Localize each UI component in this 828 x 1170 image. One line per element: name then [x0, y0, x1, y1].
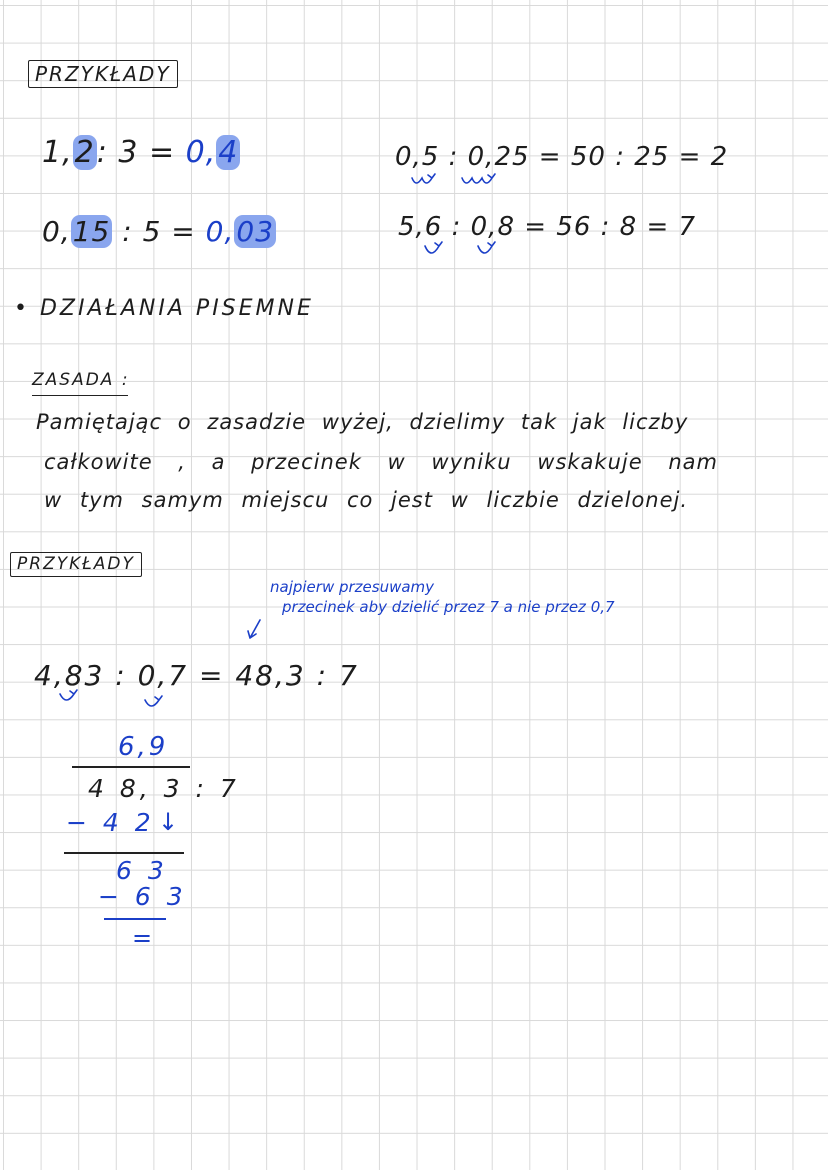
example-2-result-pre: 0,	[205, 215, 235, 248]
example-1-mid: : 3 =	[96, 135, 186, 170]
heading-examples-1: PRZYKŁADY	[28, 60, 178, 88]
rule-line-1: Pamiętając o zasadzie wyżej, dzielimy tak jak liczby	[36, 410, 689, 434]
rule-line-2: całkowite , a przecinek w wyniku wskakuje nam	[44, 450, 718, 474]
example-2-result-highlight: 03	[236, 215, 275, 248]
quotient-line	[72, 766, 190, 768]
subtraction-line-1	[64, 852, 184, 854]
bring-down-arrow: ↓	[158, 808, 179, 836]
example-1-highlight: 2	[74, 135, 95, 170]
division-equation: 4,83 : 0,7 = 48,3 : 7	[34, 659, 359, 692]
division-remainder: 6 3	[116, 856, 168, 885]
example-4: 5,6 : 0,8 = 56 : 8 = 7	[398, 212, 697, 242]
division-quotient: 6,9	[118, 732, 169, 762]
division-subtract-2: − 6 3	[98, 882, 187, 911]
example-1-result-highlight: 4	[218, 135, 239, 170]
example-3: 0,5 : 0,25 = 50 : 25 = 2	[395, 142, 729, 172]
rule-line-3: w tym samym miejscu co jest w liczbie dzielonej.	[44, 488, 689, 512]
note-line-1: najpierw przesuwamy	[270, 578, 435, 596]
example-2-pre: 0,	[42, 215, 71, 248]
example-1-result-pre: 0,	[185, 135, 217, 170]
example-2-mid: : 5 =	[112, 215, 206, 248]
example-1-pre: 1,	[42, 135, 73, 170]
example-2-highlight: 15	[72, 215, 111, 248]
rule-underline	[32, 395, 128, 396]
note-line-2: przecinek aby dzielić przez 7 a nie przez 0,7	[282, 598, 615, 616]
heading-examples-2: PRZYKŁADY	[10, 552, 142, 577]
subtraction-line-2	[104, 918, 166, 920]
heading-rule: ZASADA :	[32, 370, 130, 390]
division-final: =	[132, 924, 153, 952]
division-dividend: 4 8, 3 : 7	[88, 774, 240, 803]
division-subtract-1: − 4 2	[66, 808, 155, 837]
heading-written-operations: • DZIAŁANIA PISEMNE	[14, 296, 314, 321]
